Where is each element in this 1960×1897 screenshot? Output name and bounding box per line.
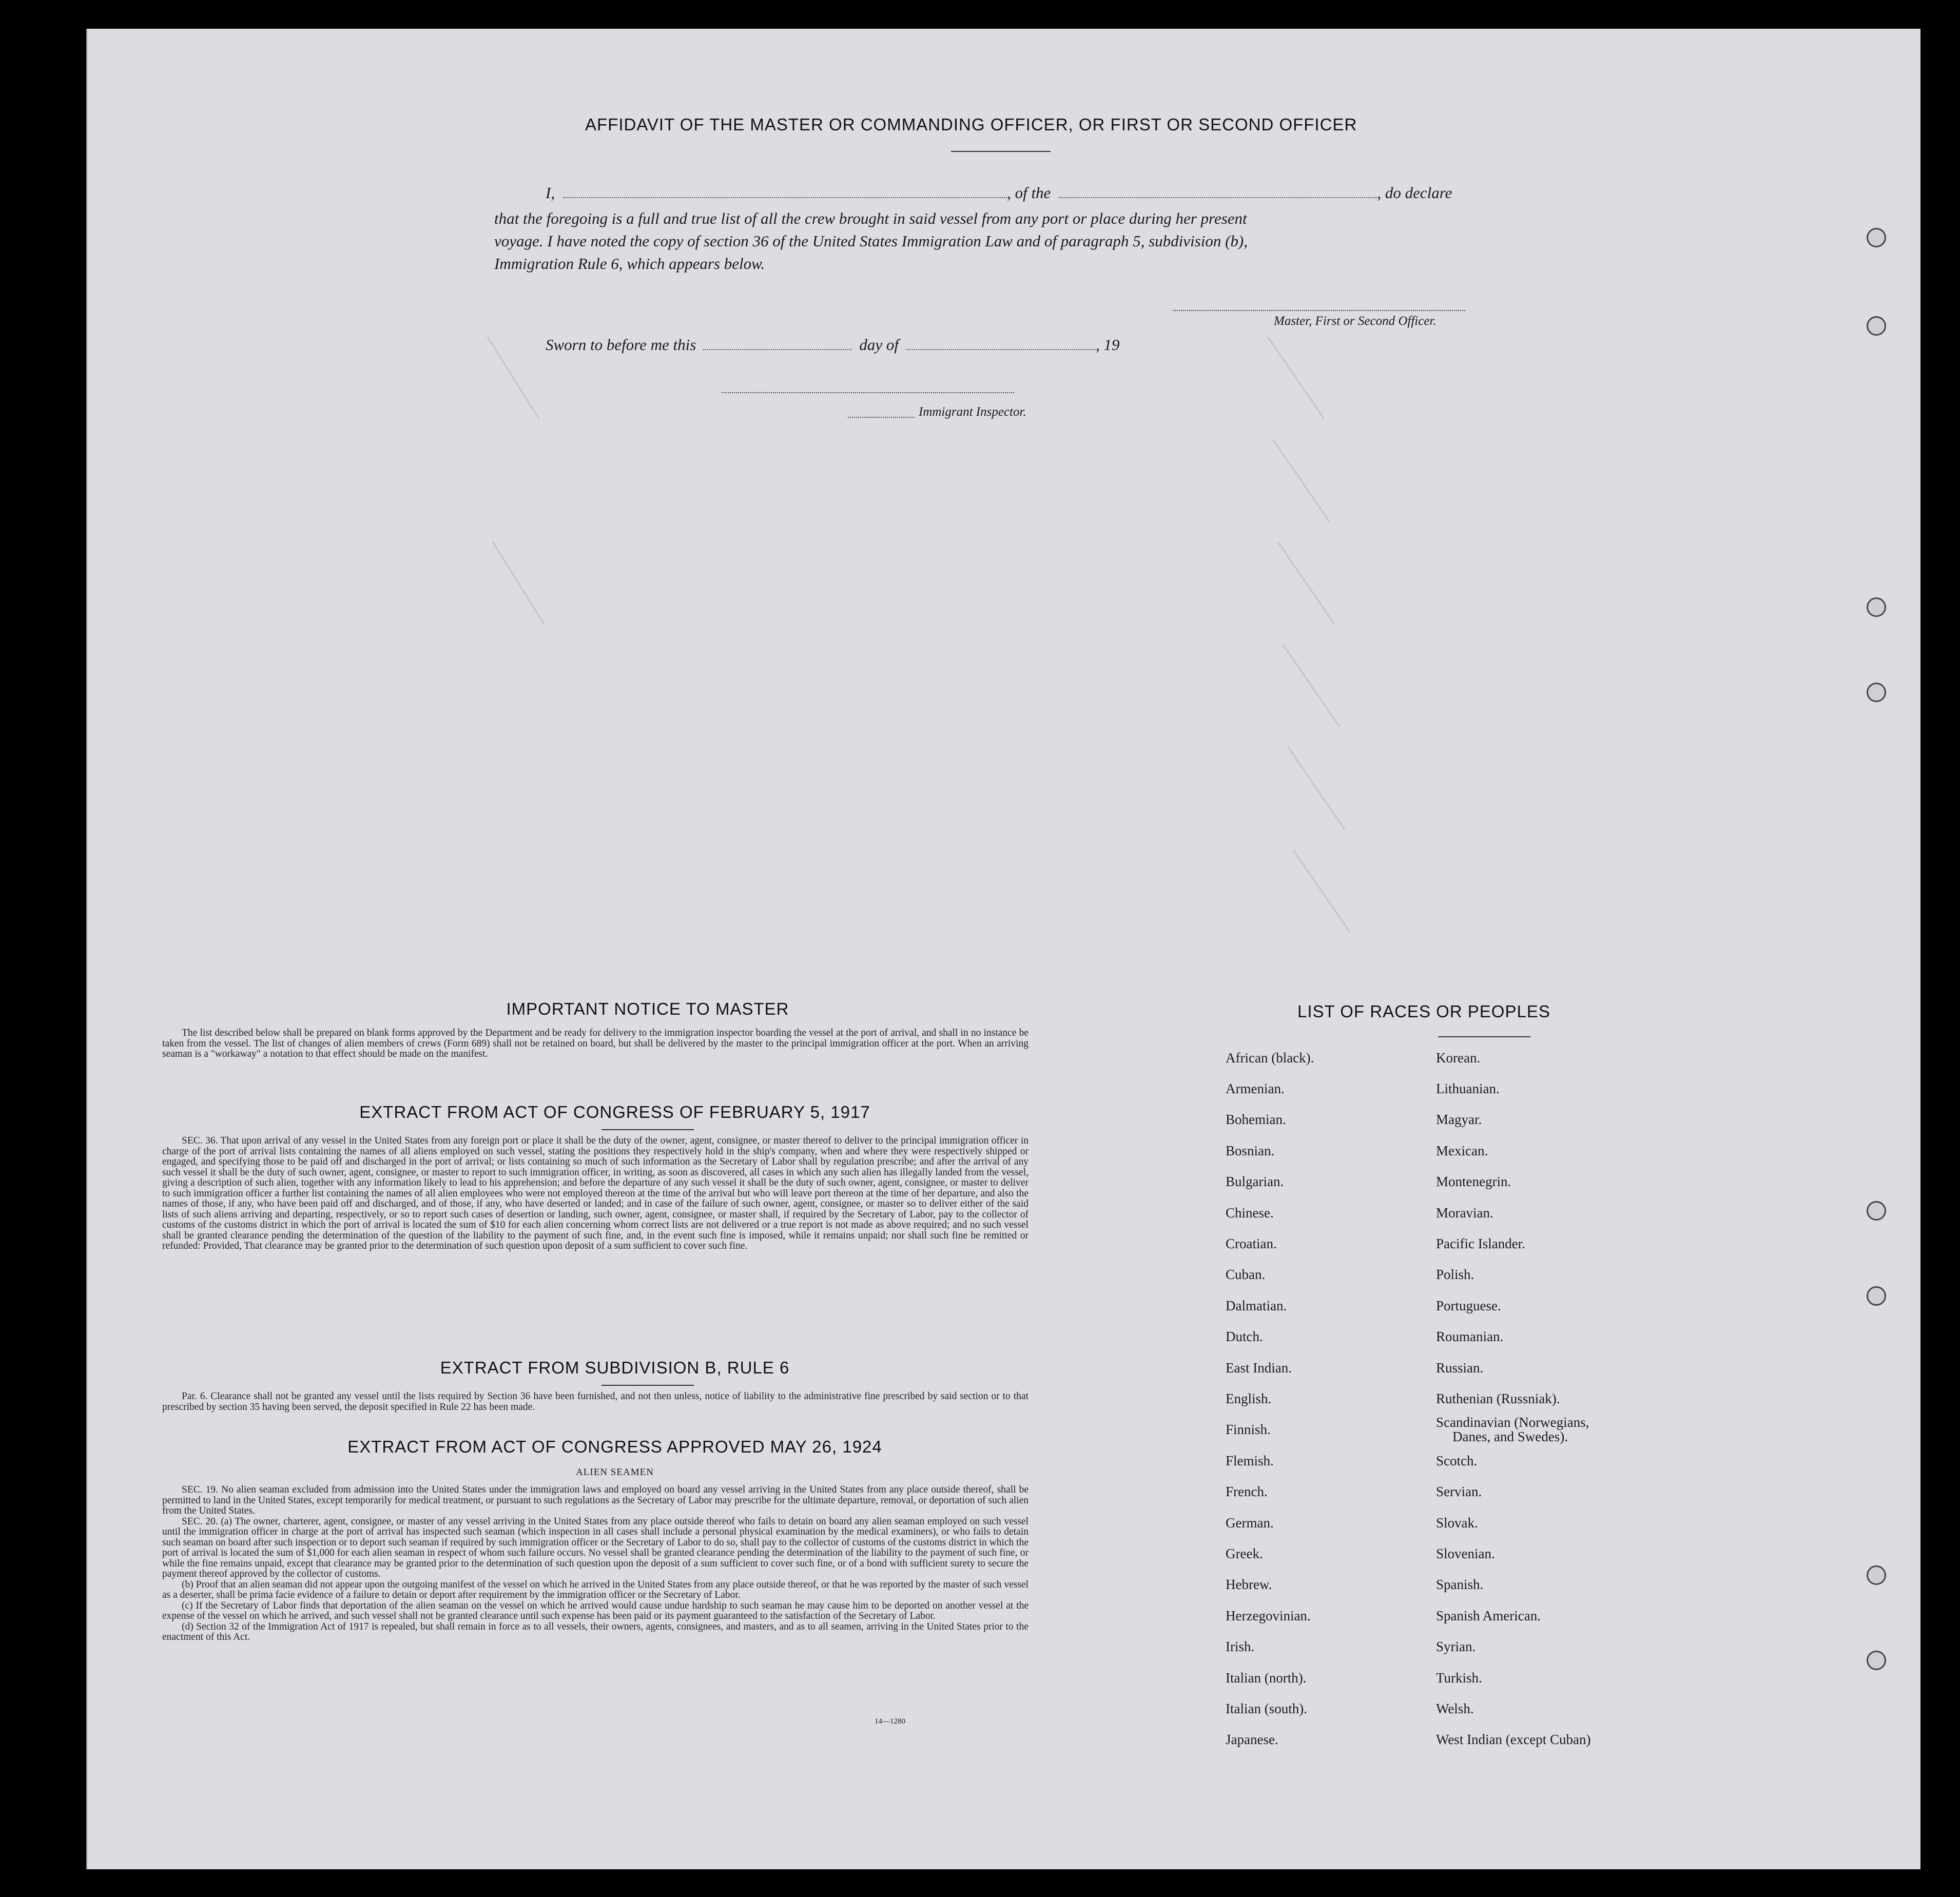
race-item: Ruthenian (Russniak). (1436, 1391, 1560, 1406)
races-title-rule (1438, 1036, 1530, 1037)
race-item: Pacific Islander. (1436, 1236, 1525, 1251)
affidavit-line-4: Immigration Rule 6, which appears below. (494, 255, 765, 273)
sworn-day-of: day of (859, 336, 899, 354)
race-item: Scandinavian (Norwegians, (1436, 1415, 1589, 1430)
extract-1924-sec20c: (c) If the Secretary of Labor finds that deportation of the alien seaman on the vessel on which he arrived would cause undue hardship to such seaman he may cause him to be deported on another vessel at the expense of the vessel on which he arrived, and such vessel shall not be granted clearance until such expense has been paid or its payment guaranteed to the satisfaction of the Secretary of Labor. (162, 1600, 1028, 1621)
punch-hole (1867, 1286, 1886, 1306)
race-item: Italian (north). (1226, 1670, 1307, 1686)
race-item: Polish. (1436, 1267, 1474, 1282)
sworn-year: , 19 (1095, 336, 1120, 354)
race-item: Dutch. (1226, 1329, 1263, 1344)
race-item: Portuguese. (1436, 1298, 1501, 1313)
extract-rule6-body: Par. 6. Clearance shall not be granted any vessel until the lists required by Section 36 have been furnished, and not then unless, notice of liability to the administrative fine prescribed by said section or to that prescribed by section 35 having been served, the deposit specified in Rule 22 has been made. (162, 1391, 1028, 1412)
race-item: Chinese. (1226, 1205, 1274, 1221)
affidavit-line-1 (546, 184, 1452, 202)
signature-caption: Master, First or Second Officer. (1274, 314, 1437, 328)
race-item: Bohemian. (1226, 1112, 1286, 1127)
race-item: Finnish. (1226, 1422, 1271, 1437)
race-item: Cuban. (1226, 1267, 1266, 1282)
race-item: Bosnian. (1226, 1143, 1275, 1158)
extract-1924-sec20b: (b) Proof that an alien seaman did not appear upon the outgoing manifest of the vessel on which he arrived in the United States from any place outside thereof, or that he was reported by the master of such vessel as a deserter, shall be prima facie evidence of a failure to detain or deport after requirement by the immigration officer or the Secretary of Labor. (162, 1579, 1028, 1600)
punch-hole (1867, 228, 1886, 247)
race-item: Korean. (1436, 1050, 1481, 1066)
race-item: Armenian. (1226, 1081, 1285, 1096)
extract-1924-sec20d: (d) Section 32 of the Immigration Act of 1917 is repealed, but shall remain in force as to all vessels, their owners, agents, consignees, and masters, and as to all seamen, arriving in the United States prior to the enactment of this Act. (162, 1621, 1028, 1642)
sworn-line (546, 336, 1119, 354)
race-item: Japanese. (1226, 1732, 1278, 1747)
form-number: 14—1280 (875, 1717, 905, 1726)
race-item: Croatian. (1226, 1236, 1277, 1251)
race-item: Montenegrin. (1436, 1174, 1511, 1189)
punch-hole (1867, 1565, 1886, 1585)
race-item: German. (1226, 1515, 1274, 1531)
race-item: Spanish. (1436, 1577, 1484, 1592)
race-item: English. (1226, 1391, 1272, 1406)
notice-title: IMPORTANT NOTICE TO MASTER (506, 999, 789, 1018)
extract-rule6-rule (601, 1385, 694, 1386)
race-item: French. (1226, 1484, 1268, 1499)
race-item: Turkish. (1436, 1670, 1482, 1686)
affidavit-line-3: voyage. I have noted the copy of section 36 of the United States Immigration Law and of paragraph 5, subdivision (b), (494, 232, 1248, 250)
race-item: Magyar. (1436, 1112, 1482, 1127)
document-sheet (86, 29, 1920, 1869)
affidavit-line-2: that the foregoing is a full and true list of all the crew brought in said vessel from any port or place during her present (494, 209, 1247, 227)
race-item-continuation: Danes, and Swedes). (1452, 1429, 1568, 1444)
race-item: West Indian (except Cuban) (1436, 1732, 1591, 1747)
affidavit-title-rule (951, 151, 1051, 152)
race-item: Lithuanian. (1436, 1081, 1500, 1096)
races-title: LIST OF RACES OR PEOPLES (1297, 1002, 1550, 1021)
punch-hole (1867, 316, 1886, 336)
extract-1917-title: EXTRACT FROM ACT OF CONGRESS OF FEBRUARY 5, 1917 (359, 1102, 870, 1121)
race-item: Greek. (1226, 1546, 1263, 1561)
extract-rule6-title: EXTRACT FROM SUBDIVISION B, RULE 6 (440, 1358, 790, 1377)
extract-1924-subtitle: ALIEN SEAMEN (576, 1467, 654, 1478)
race-item: Dalmatian. (1226, 1298, 1287, 1313)
race-item: Moravian. (1436, 1205, 1493, 1221)
race-item: East Indian. (1226, 1360, 1292, 1376)
race-item: Slovak. (1436, 1515, 1478, 1531)
punch-hole (1867, 1651, 1886, 1670)
affidavit-do-declare: , do declare (1377, 184, 1452, 202)
race-item: Italian (south). (1226, 1701, 1307, 1716)
punch-hole (1867, 597, 1886, 617)
race-item: Herzegovinian. (1226, 1608, 1311, 1623)
punch-hole (1867, 683, 1886, 702)
extract-1924-sec20a: SEC. 20. (a) The owner, charterer, agent, consignee, or master of any vessel arriving in the United States from any place outside thereof who fails to detain on board any alien seaman employed on such vessel until the immigration officer in charge at the port of arrival has inspected such seaman (which inspection in all cases shall include a personal physical examination by the medical examiners), or who fails to detain such seaman on board after such inspection or to deport such seaman if required by such immigration officer or the Secretary of Labor to do so, shall pay to the collector of customs of the customs district in which the port of arrival is located the sum of $1,000 for each alien seaman in respect of whom such failure occurs. No vessel shall be granted clearance pending the determination of the liability to the payment of such fine, or while the fine remains unpaid, except that clearance may be granted prior to the determination of such question upon the deposit of a sum sufficient to cover such fine, or of a bond with sufficient surety to secure the payment thereof approved by the collector of customs. (162, 1516, 1028, 1579)
race-item: Irish. (1226, 1639, 1255, 1654)
affidavit-i: I, (546, 184, 555, 202)
race-item: Mexican. (1436, 1143, 1488, 1158)
race-item: Spanish American. (1436, 1608, 1541, 1623)
race-item: Servian. (1436, 1484, 1482, 1499)
extract-1924-body (162, 1485, 1028, 1643)
race-item: African (black). (1226, 1050, 1314, 1066)
race-item: Welsh. (1436, 1701, 1474, 1716)
punch-hole (1867, 1201, 1886, 1221)
extract-1917-rule (601, 1129, 694, 1130)
extract-1924-sec19: SEC. 19. No alien seaman excluded from admission into the United States under the immigration laws and employed on board any vessel arriving in the United States from any place outside thereof, shall be permitted to land in the United States, except temporarily for medical treatment, or pursuant to such regulations as the Secretary of Labor may prescribe for the ultimate departure, removal, or deportation of such alien from the United States. (162, 1484, 1028, 1516)
affidavit-of-the: , of the (1007, 184, 1051, 202)
notice-body: The list described below shall be prepared on blank forms approved by the Department and be ready for delivery to the immigration inspector boarding the vessel at the port of arrival, and shall in no instance be taken from the vessel. The list of changes of alien members of crews (Form 689) shall not be retained on board, but shall be delivered by the master to the principal immigration officer at the port. When an arriving seaman is a "workaway" a notation to that effect should be made on the manifest. (162, 1028, 1028, 1059)
signature-line (1173, 310, 1465, 311)
race-item: Slovenian. (1436, 1546, 1495, 1561)
inspector-line-short (848, 417, 915, 418)
race-item: Hebrew. (1226, 1577, 1272, 1592)
affidavit-title: AFFIDAVIT OF THE MASTER OR COMMANDING OFFICER, OR FIRST OR SECOND OFFICER (585, 115, 1357, 134)
inspector-line (722, 392, 1014, 393)
race-item: Bulgarian. (1226, 1174, 1284, 1189)
race-item: Flemish. (1226, 1453, 1274, 1468)
sworn-prefix: Sworn to before me this (546, 336, 696, 354)
race-item: Syrian. (1436, 1639, 1476, 1654)
race-item: Russian. (1436, 1360, 1484, 1376)
extract-1924-title: EXTRACT FROM ACT OF CONGRESS APPROVED MAY 26, 1924 (347, 1437, 882, 1456)
race-item: Roumanian. (1436, 1329, 1504, 1344)
race-item: Scotch. (1436, 1453, 1478, 1468)
inspector-caption: Immigrant Inspector. (919, 405, 1026, 419)
extract-1917-body: SEC. 36. That upon arrival of any vessel in the United States from any foreign port or place it shall be the duty of the owner, agent, consignee, or master thereof to deliver to the principal immigration officer in charge of the port of arrival lists containing the names of all aliens employed on such vessel, stating the positions they respectively hold in the ship's company, when and where they were respectively shipped or engaged, and specifying those to be paid off and discharged in the port of arrival; or lists containing so much of such information as the Secretary of Labor shall by regulation prescribe; and after the arrival of any such vessel it shall be the duty of such owner, agent, consignee, or master to report to such immigration officer, in writing, as soon as discovered, all cases in which any such alien has illegally landed from the vessel, giving a description of such alien, together with any information likely to lead to his apprehension; and before the departure of any such vessel it shall be the duty of such owner, agent, consignee, or master to deliver to such immigration officer a further list containing the names of all alien employees who were not employed thereon at the time of the arrival but who will leave port thereon at the time of her departure, and also the names of those, if any, who have been paid off and discharged, and of those, if any, who have deserted or landed; and in case of the failure of such owner, agent, consignee, or master so to deliver either of the said lists of such aliens arriving and departing, respectively, or so to report such cases of desertion or landing, such owner, agent, consignee, or master shall, if required by the Secretary of Labor, pay to the collector of customs of the customs district in which the port of arrival is located the sum of $10 for each alien concerning whom correct lists are not delivered or a true report is not made as above required; and no such vessel shall be granted clearance pending the determination of the question of the liability to the payment of such fine, and, in the event such fine is imposed, while it remains unpaid; nor shall such fine be remitted or refunded: Provided, That clearance may be granted prior to the determination of such question upon deposit of a sum sufficient to cover such fine. (162, 1135, 1028, 1251)
